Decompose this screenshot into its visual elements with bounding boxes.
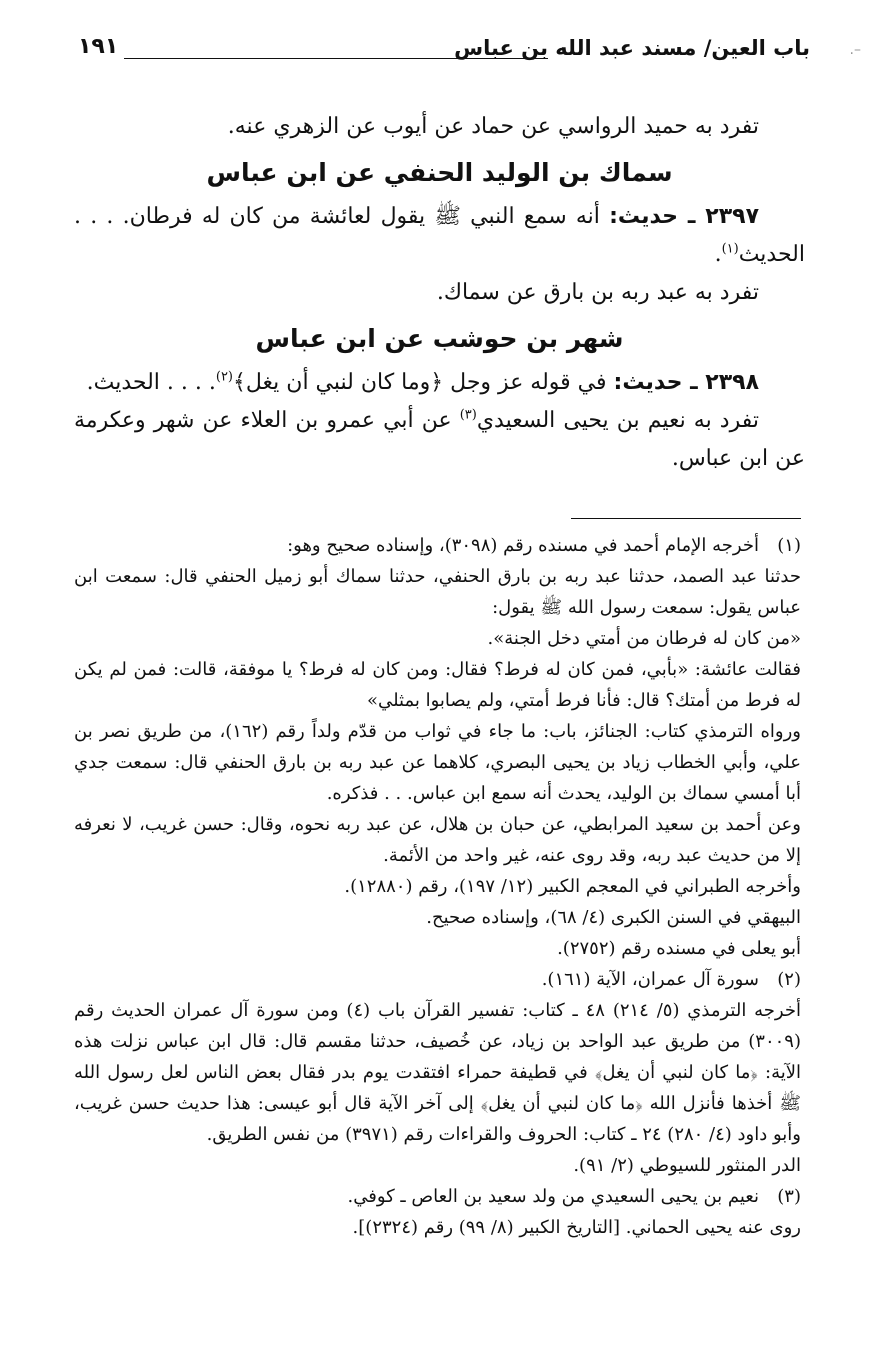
footnote-body xyxy=(74,964,759,995)
paragraph-3-text-a: تفرد به نعيم بن يحيى السعيدي xyxy=(476,408,759,433)
footnote-separator xyxy=(571,518,801,519)
footnote-2-continuation xyxy=(74,995,801,1181)
footnote-ref[interactable]: (٣) xyxy=(459,407,477,423)
footnote-2 xyxy=(74,964,801,995)
paragraph-2: تفرد به عبد ربه بن بارق عن سماك. xyxy=(436,280,759,305)
footnote-ref[interactable]: (٢) xyxy=(215,369,233,385)
hadith-2397 xyxy=(74,198,805,274)
footnote-number: (١) xyxy=(777,535,801,556)
corner-mark: –. xyxy=(849,42,861,58)
hadith-2398 xyxy=(74,364,805,402)
footnote-1-continuation xyxy=(74,561,801,964)
footnote-line: «من كان له فرطان من أمتي دخل الجنة». xyxy=(487,628,801,649)
footnote-3-continuation xyxy=(74,1212,801,1243)
hadith-number: ٢٣٩٧ ـ حديث: xyxy=(609,204,760,229)
footnote-number: (٣) xyxy=(777,1186,801,1207)
section-heading-shahr: شهر بن حوشب عن ابن عباس xyxy=(255,324,624,353)
footnote-line: ورواه الترمذي كتاب: الجنائز، باب: ما جاء في ثواب من قدّم ولداً رقم (١٦٢)، من طريق نصر بن علي، وأبي الخطاب زياد بن يحيى البصري، كلاهما عن عبد ربه بن بارق الحنفي قال: سمعت جدي أبا أمسي سماك بن الوليد، يحدث أنه سمع ابن عباس. . . فذكره. xyxy=(74,721,802,804)
footnote-number: (٢) xyxy=(777,969,801,990)
footnote-line: أخرجه الإمام أحمد في مسنده رقم (٣٠٩٨)، وإسناده صحيح وهو: xyxy=(287,535,759,556)
footnotes xyxy=(74,530,801,1243)
paragraph-3 xyxy=(74,402,805,478)
section-heading-simak: سماك بن الوليد الحنفي عن ابن عباس xyxy=(206,158,673,187)
hadith-number: ٢٣٩٨ ـ حديث: xyxy=(613,370,759,395)
hadith-text: أنه سمع النبي ﷺ يقول لعائشة من كان له فرطان. . . . الحديث xyxy=(74,204,805,267)
footnote-line: أخرجه الترمذي (٥/ ٢١٤) ٤٨ ـ كتاب: تفسير القرآن باب (٤) ومن سورة آل عمران الحديث رقم (٣٠٠٩) من طريق عبد الواحد بن زياد، عن خُصيف، حدثنا مقسم قال: قال ابن عباس نزلت هذه الآية: ﴿ما كان لنبي أن يغل﴾ في قطيفة حمراء افتقدت يوم بدر فقال بعض الناس لعل رسول الله ﷺ أخذها فأنزل الله ﴿ما كان لنبي أن يغل﴾ إلى آخر الآية قال أبو عيسى: هذا حديث حسن غريب، وأبو داود (٤/ ٢٨٠) ٢٤ ـ كتاب: الحروف والقراءات رقم (٣٩٧١) من نفس الطريق. xyxy=(74,1000,801,1145)
hadith-end: . xyxy=(714,242,722,267)
footnote-line: سورة آل عمران، الآية (١٦١). xyxy=(541,969,759,990)
footnote-line: وأخرجه الطبراني في المعجم الكبير (١٢/ ١٩٧)، رقم (١٢٨٨٠). xyxy=(344,876,801,897)
footnote-line: نعيم بن يحيى السعيدي من ولد سعيد بن العاص ـ كوفي. xyxy=(347,1186,759,1207)
running-header-title: باب العين/ مسند عبد الله بن عباس xyxy=(454,36,810,60)
footnote-line: روى عنه يحيى الحماني. [التاريخ الكبير (٨/ ٩٩) رقم (٢٣٢٤)]. xyxy=(352,1217,801,1238)
paragraph-3-text-b: عن أبي عمرو بن العلاء عن شهر وعكرمة عن ابن عباس. xyxy=(74,408,805,471)
footnote-ref[interactable]: (١) xyxy=(721,241,739,257)
footnote-line: حدثنا عبد الصمد، حدثنا عبد ربه بن بارق الحنفي، حدثنا سماك أبو زميل الحنفي قال: سمعت ابن عباس يقول: سمعت رسول الله ﷺ يقول: xyxy=(74,566,801,618)
main-text xyxy=(74,108,805,478)
footnote-3 xyxy=(74,1181,801,1212)
footnote-line: أبو يعلى في مسنده رقم (٢٧٥٢). xyxy=(557,938,801,959)
footnote-1 xyxy=(74,530,801,561)
paragraph-1: تفرد به حميد الرواسي عن حماد عن أيوب عن الزهري عنه. xyxy=(227,114,759,139)
footnote-body xyxy=(74,1181,759,1212)
header-rule xyxy=(124,58,548,59)
footnote-line: وعن أحمد بن سعيد المرابطي، عن حبان بن هلال، عن عبد ربه نحوه، وقال: حسن غريب، لا نعرفه إلا من حديث عبد ربه، وقد روى عنه، غير واحد من الأئمة. xyxy=(74,814,801,866)
footnote-body xyxy=(74,530,759,561)
hadith-end: . . . . الحديث. xyxy=(86,370,216,395)
footnote-line: الدر المنثور للسيوطي (٢/ ٩١). xyxy=(573,1155,801,1176)
footnote-line: فقالت عائشة: «بأبي، فمن كان له فرط؟ فقال: ومن كان له فرط؟ يا موفقة، قالت: فمن لم يكن له فرط من أمتك؟ قال: فأنا فرط أمتي، ولم يصابوا بمثلي» xyxy=(74,659,801,711)
footnote-line: البيهقي في السنن الكبرى (٤/ ٦٨)، وإسناده صحيح. xyxy=(426,907,801,928)
running-header xyxy=(78,34,810,68)
hadith-text: في قوله عز وجل ﴿وما كان لنبي أن يغل﴾ xyxy=(233,370,614,395)
page-number: ١٩١ xyxy=(78,34,119,59)
